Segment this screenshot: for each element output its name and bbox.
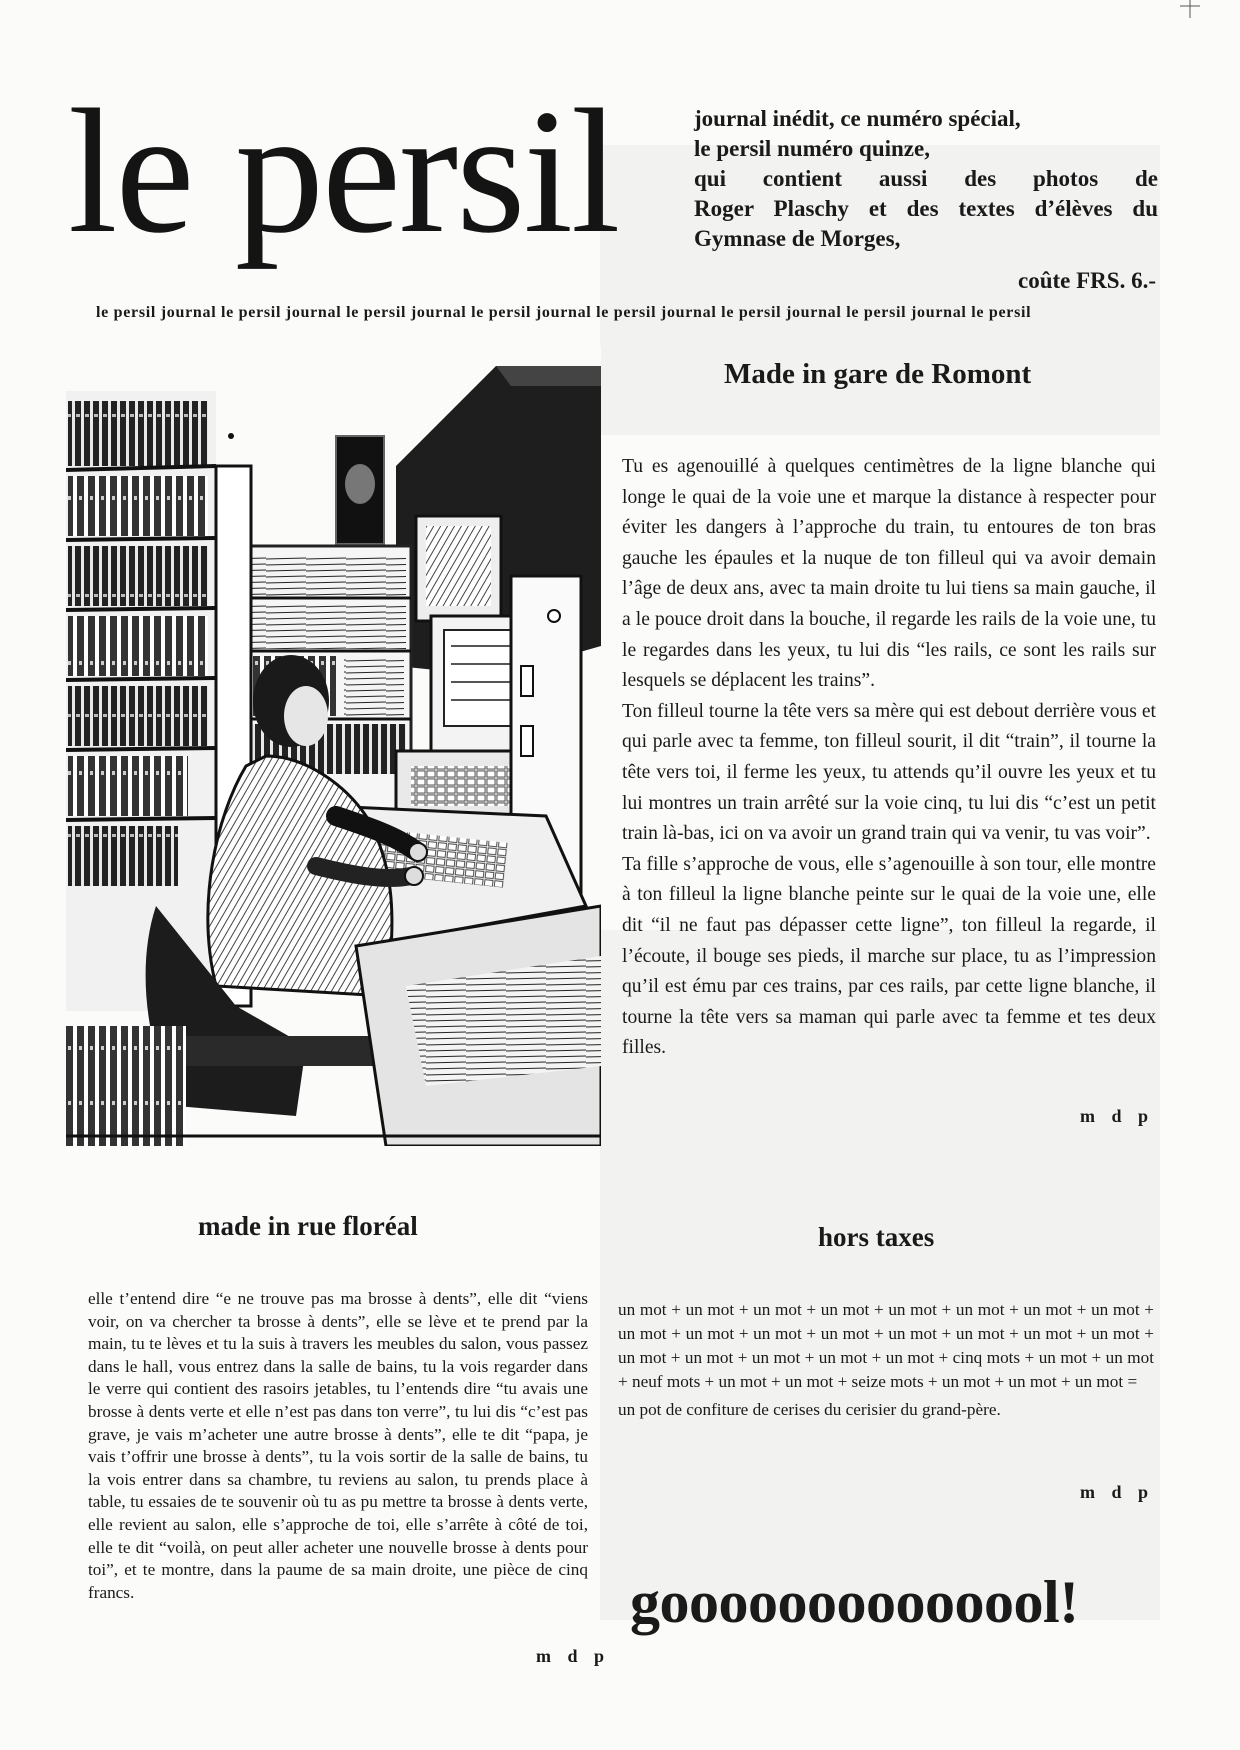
blurb-line: Roger Plaschy et des textes d’élèves du [694,196,1158,221]
goal-headline: goooooooooooool! [630,1569,1079,1635]
article-body-romont [622,452,1156,1064]
blurb-line: journal inédit, ce numéro spécial, [694,106,1021,131]
article-paragraph: Ta fille s’approche de vous, elle s’agenouille à son tour, elle montre à ton filleul la ligne blanche peinte sur le quai de la voie une, elle dit “il ne faut pas dépasser cette ligne”, ton filleul la regarde, il l’écoute, il bouge ses pieds, il marche sur place, tu as l’impression qu’il est ému par ces trains, par ces rails, par cette ligne blanche, il tourne la tête vers sa maman qui parle avec ta femme et tes deux filles. [622,853,1156,1059]
signature-floreal: m d p [536,1646,611,1666]
article-title-hors-taxes: hors taxes [818,1222,935,1252]
article-body-hors-taxes [618,1298,1154,1422]
masthead-tagline: le persil journal le persil journal le persil journal le persil journal le persil journal le persil journal le persil journal le persil [96,304,1032,321]
crop-mark-icon [1176,0,1204,18]
word-sum: un mot + un mot + un mot + un mot + un mot + un mot + un mot + un mot + un mot + un mot + un mot + un mot + un mot + un mot + un mot + un mot + un mot + un mot + un mot + un mot + un mot + cinq mots + un mot + un mot + neuf mots + un mot + un mot + seize mots + un mot + un mot + un mot = [618,1300,1154,1391]
masthead-blurb [694,104,1158,254]
blurb-line: qui contient aussi des photos de [694,166,1158,191]
reverse-page-ghost-heading [120,1180,138,1260]
signature-romont: m d p [1079,1106,1154,1126]
article-body-floreal: elle t’entend dire “e ne trouve pas ma brosse à dents”, elle dit “viens voir, on va chercher ta brosse à dents”, elle se lève et te prend par la main, tu te lèves et tu la suis à travers les meubles du salon, vous passez dans le hall, vous entrez dans la salle de bains, tu la vois regarder dans le verre qui contient des rasoirs jetables, tu l’entends dire “tu avais une brosse à dents verte et elle n’est pas dans ton verre”, tu lui dis “c’est pas grave, je vais m’acheter une autre brosse à dents”, elle te dit “papa, je vais t’offrir une brosse à dents”, tu la vois sortir de la salle de bains, tu la vois entrer dans sa chambre, tu reviens au salon, tu prends place à table, tu essaies de te souvenir où tu as pu mettre ta brosse à dents verte, elle revient au salon, elle s’approche de toi, elle s’arrête à côté de toi, elle te dit “voilà, on peut aller acheter une nouvelle brosse à dents pour toi”, et te montre, dans la paume de sa main droite, une pièce de cinq francs. [88,1289,588,1602]
blurb-line: Gymnase de Morges, [694,226,901,251]
article-title-floreal: made in rue floréal [198,1211,418,1241]
blurb-line: le persil numéro quinze, [694,136,930,161]
article-paragraph: Tu es agenouillé à quelques centimètres de la ligne blanche qui longe le quai de la voie une et marque la distance à respecter pour éviter les dangers à l’approche du train, tu entoures de ton bras gauche les épaules et la nuque de ton filleul qui va avoir demain l’âge de deux ans, avec ta main droite tu lui tiens sa main gauche, il a le pouce droit dans la bouche, il regarde les rails de la voie une, tu le regardes dans les yeux, tu lui dis “les rails, ce sont les rails sur lesquels se déplacent les trains”. [622,456,1156,692]
illustration-man-at-desk [66,346,601,1146]
word-sum-result: un pot de confiture de cerises du cerisier du grand-père. [618,1400,1001,1419]
article-title-romont: Made in gare de Romont [724,358,1032,390]
signature-hors-taxes: m d p [1079,1482,1154,1502]
article-paragraph: Ton filleul tourne la tête vers sa mère qui est debout derrière vous et qui parle avec ta femme, ton filleul sourit, il dit “train”, il tourne la tête vers toi, il ferme les yeux, tu attends qu’il ouvre les yeux et tu lui montres un train arrêté sur la voie cinq, tu lui dis “c’est un petit train là-bas, ici on va avoir un grand train qui va venir, tu vas voir”. [622,700,1156,845]
price-label: coûte FRS. 6.- [1018,268,1156,293]
masthead-title: le persil [68,72,619,270]
